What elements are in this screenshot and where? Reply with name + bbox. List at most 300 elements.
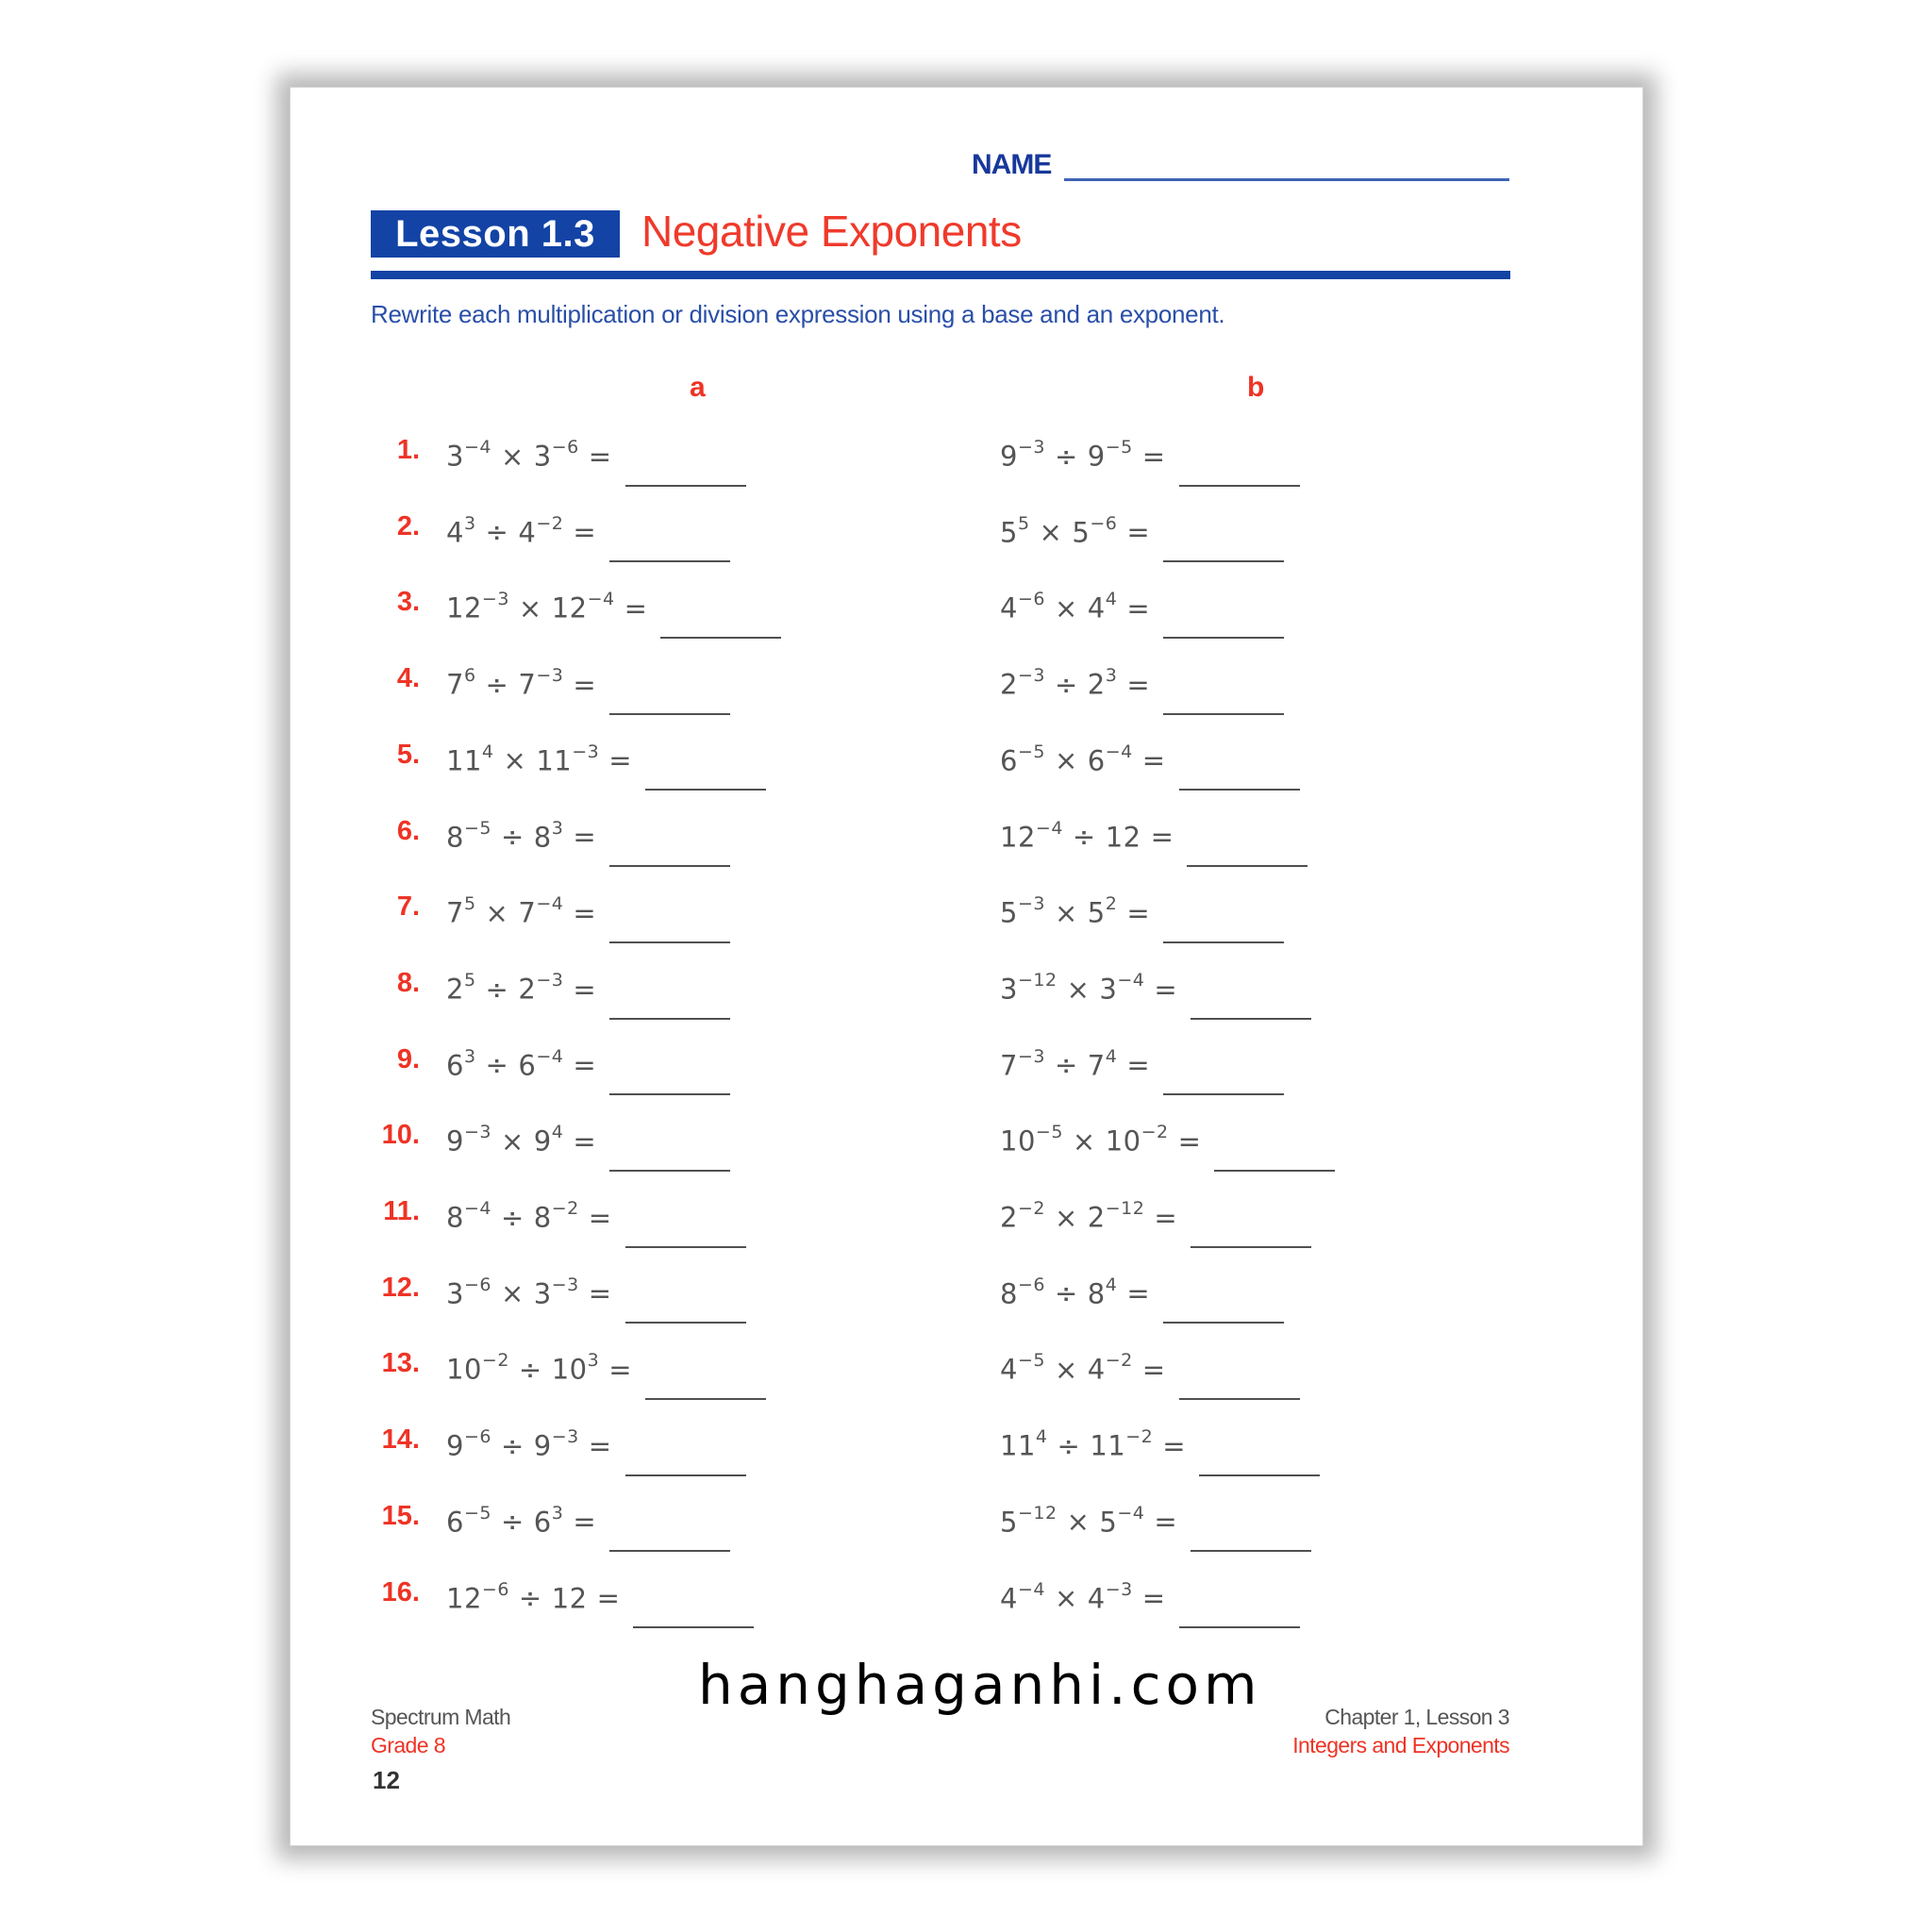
answer-blank[interactable] (1199, 1474, 1320, 1476)
operator: ÷ (500, 1201, 525, 1234)
operator: × (1039, 516, 1063, 549)
base-1: 5 (1000, 1506, 1018, 1539)
equals-sign: = (596, 1582, 621, 1615)
answer-blank[interactable] (609, 560, 730, 562)
equals-sign: = (1154, 973, 1178, 1006)
answer-blank[interactable] (1191, 1246, 1311, 1248)
exponent-2: 4 (1105, 1274, 1118, 1295)
operator: ÷ (485, 668, 509, 701)
expression (446, 659, 596, 704)
exponent-2: 3 (587, 1350, 600, 1372)
base-1: 12 (1000, 821, 1036, 854)
base-1: 7 (446, 896, 464, 929)
equals-sign: = (1126, 516, 1151, 549)
problem-7-a (396, 888, 730, 944)
expression (1000, 736, 1166, 780)
expression (1000, 1574, 1166, 1618)
problem-10-b (1000, 1116, 1335, 1173)
base-1: 9 (446, 1124, 464, 1158)
exponent-2: −3 (536, 665, 564, 687)
exponent-2: −4 (587, 589, 615, 610)
expression (1000, 1421, 1186, 1465)
problem-number: 11. (383, 1196, 420, 1226)
base-1: 12 (446, 1582, 482, 1615)
base-2: 4 (1087, 1582, 1106, 1615)
exponent-1: −5 (463, 817, 491, 839)
base-2: 7 (1087, 1049, 1106, 1082)
expression (446, 812, 596, 857)
problem-number: 8. (396, 967, 420, 998)
equals-sign: = (608, 1354, 633, 1387)
expression (1000, 812, 1174, 857)
operator: ÷ (500, 1506, 525, 1539)
problem-number: 12. (381, 1272, 420, 1303)
problem-2-b (1000, 508, 1284, 564)
problem-number: 6. (396, 815, 420, 846)
operator: × (1054, 592, 1078, 625)
operator: ÷ (1072, 821, 1096, 854)
problem-8-a (396, 964, 730, 1021)
base-2: 8 (533, 821, 552, 854)
exponent-1: −12 (1017, 1502, 1058, 1524)
answer-blank[interactable] (625, 485, 746, 487)
base-1: 4 (1000, 592, 1018, 625)
base-2: 9 (533, 1429, 552, 1462)
base-1: 8 (1000, 1277, 1018, 1310)
exponent-2: −3 (536, 969, 564, 991)
exponent-1: −6 (1017, 1274, 1045, 1295)
footer-right (1292, 1703, 1509, 1759)
exponent-1: −12 (1017, 969, 1058, 991)
base-1: 2 (1000, 668, 1018, 701)
base-2: 5 (1099, 1506, 1118, 1539)
exponent-1: 6 (463, 665, 476, 687)
base-1: 6 (1000, 744, 1018, 777)
exponent-1: −5 (1017, 741, 1045, 762)
exponent-1: −4 (463, 437, 491, 458)
equals-sign: = (1126, 668, 1151, 701)
expression (446, 1192, 612, 1237)
exponent-2: 2 (1105, 893, 1118, 915)
base-1: 4 (1000, 1582, 1018, 1615)
base-2: 4 (1087, 1354, 1106, 1387)
problem-number: 9. (396, 1043, 420, 1074)
operator: × (1054, 1354, 1078, 1387)
problem-16-b (1000, 1574, 1300, 1630)
exponent-2: −3 (551, 1426, 579, 1448)
answer-blank[interactable] (1179, 789, 1300, 791)
equals-sign: = (1141, 440, 1166, 473)
operator: × (1054, 1582, 1078, 1615)
base-2: 3 (533, 1277, 552, 1310)
base-1: 3 (1000, 973, 1018, 1006)
base-2: 5 (1087, 896, 1106, 929)
exponent-1: 5 (463, 969, 476, 991)
expression (1000, 1041, 1150, 1085)
base-1: 10 (446, 1354, 482, 1387)
problem-number: 3. (396, 587, 420, 618)
answer-blank[interactable] (1163, 560, 1284, 562)
answer-blank[interactable] (609, 713, 730, 715)
equals-sign: = (1141, 1582, 1166, 1615)
operator: × (503, 744, 527, 777)
answer-blank[interactable] (609, 1550, 730, 1552)
expression (446, 1497, 596, 1541)
base-1: 6 (446, 1506, 464, 1539)
equals-sign: = (1126, 592, 1151, 625)
column-header-b: b (1247, 372, 1265, 403)
problem-13-b (1000, 1344, 1300, 1401)
answer-blank[interactable] (1179, 485, 1300, 487)
exponent-2: −3 (572, 741, 600, 762)
expression (446, 964, 596, 1008)
answer-blank[interactable] (609, 865, 730, 867)
base-2: 12 (551, 1582, 588, 1615)
answer-blank[interactable] (1214, 1170, 1335, 1172)
base-1: 2 (446, 973, 464, 1006)
exponent-2: −2 (536, 512, 564, 534)
base-2: 6 (518, 1049, 537, 1082)
answer-blank[interactable] (1163, 1322, 1284, 1324)
exponent-2: −5 (1105, 437, 1133, 458)
problem-number: 2. (396, 510, 420, 541)
instructions: Rewrite each multiplication or division expression using a base and an exponent. (371, 300, 1225, 328)
expression (446, 1041, 596, 1085)
operator: ÷ (500, 821, 525, 854)
equals-sign: = (573, 896, 597, 929)
problem-15-a (381, 1497, 730, 1554)
exponent-1: −6 (481, 1578, 509, 1600)
base-2: 6 (1087, 744, 1106, 777)
operator: ÷ (500, 1429, 525, 1462)
operator: ÷ (485, 516, 509, 549)
expression (1000, 1269, 1150, 1313)
problem-number: 1. (396, 435, 420, 465)
header-rule (371, 271, 1510, 279)
problem-3-a (396, 583, 781, 640)
operator: × (1054, 744, 1078, 777)
exponent-2: −3 (551, 1274, 579, 1295)
base-1: 8 (446, 821, 464, 854)
base-2: 10 (551, 1354, 588, 1387)
lesson-badge: Lesson 1.3 (371, 210, 620, 258)
base-1: 6 (446, 1049, 464, 1082)
expression (446, 1269, 612, 1313)
problem-4-b (1000, 659, 1284, 716)
expression (1000, 508, 1150, 552)
equals-sign: = (573, 973, 597, 1006)
answer-blank[interactable] (625, 1322, 746, 1324)
base-2: 2 (1087, 668, 1106, 701)
expression (446, 1421, 612, 1465)
base-1: 9 (446, 1429, 464, 1462)
exponent-2: −2 (551, 1198, 579, 1219)
expression (1000, 659, 1150, 704)
exponent-1: −2 (481, 1350, 509, 1372)
expression (446, 583, 647, 627)
base-1: 2 (1000, 1201, 1018, 1234)
equals-sign: = (573, 821, 597, 854)
expression (1000, 1344, 1166, 1389)
base-2: 6 (533, 1506, 552, 1539)
exponent-1: −6 (1017, 589, 1045, 610)
operator: ÷ (1054, 440, 1078, 473)
base-2: 12 (1105, 821, 1141, 854)
footer-grade: Grade 8 (371, 1733, 445, 1757)
equals-sign: = (1154, 1201, 1178, 1234)
base-2: 2 (518, 973, 537, 1006)
base-1: 5 (1000, 896, 1018, 929)
name-label: NAME (972, 149, 1052, 180)
exponent-2: −3 (1105, 1578, 1133, 1600)
exponent-2: −6 (1090, 512, 1118, 534)
base-1: 3 (446, 440, 464, 473)
answer-blank[interactable] (660, 637, 781, 639)
base-1: 9 (1000, 440, 1018, 473)
exponent-1: −5 (463, 1502, 491, 1524)
equals-sign: = (1126, 1277, 1151, 1310)
expression (446, 888, 596, 932)
answer-blank[interactable] (1179, 1626, 1300, 1628)
equals-sign: = (1126, 1049, 1151, 1082)
problem-11-a (383, 1192, 746, 1249)
operator: ÷ (1054, 1049, 1078, 1082)
problem-13-a (381, 1344, 766, 1401)
exponent-2: −4 (536, 1045, 564, 1067)
problem-3-b (1000, 583, 1284, 640)
operator: ÷ (1057, 1429, 1081, 1462)
problem-12-b (1000, 1269, 1284, 1325)
base-2: 2 (1087, 1201, 1106, 1234)
expression (446, 508, 596, 552)
exponent-1: −3 (1017, 893, 1045, 915)
equals-sign: = (624, 592, 648, 625)
operator: ÷ (485, 1049, 509, 1082)
operator: × (1066, 1506, 1091, 1539)
exponent-2: 3 (551, 817, 564, 839)
base-2: 9 (1087, 440, 1106, 473)
base-2: 3 (533, 440, 552, 473)
footer-topic: Integers and Exponents (1292, 1733, 1509, 1757)
name-input-line[interactable] (1064, 178, 1509, 181)
problem-number: 14. (381, 1424, 420, 1456)
base-2: 12 (551, 592, 588, 625)
equals-sign: = (573, 516, 597, 549)
exponent-2: 3 (1105, 665, 1118, 687)
base-1: 4 (1000, 1354, 1018, 1387)
operator: × (500, 440, 525, 473)
exponent-2: −4 (1105, 741, 1133, 762)
equals-sign: = (1150, 821, 1174, 854)
exponent-2: 4 (551, 1122, 564, 1143)
operator: × (500, 1277, 525, 1310)
answer-blank[interactable] (609, 1170, 730, 1172)
exponent-2: −2 (1141, 1122, 1169, 1143)
equals-sign: = (573, 668, 597, 701)
exponent-2: 4 (1105, 589, 1118, 610)
problem-8-b (1000, 964, 1311, 1021)
base-1: 11 (1000, 1429, 1036, 1462)
operator: × (1066, 973, 1091, 1006)
equals-sign: = (588, 440, 612, 473)
exponent-1: 3 (463, 1045, 476, 1067)
operator: × (1072, 1124, 1096, 1158)
answer-blank[interactable] (1163, 713, 1284, 715)
problem-1-b (1000, 431, 1300, 488)
equals-sign: = (1126, 896, 1151, 929)
problem-7-b (1000, 888, 1284, 944)
base-1: 5 (1000, 516, 1018, 549)
problem-14-a (381, 1421, 746, 1477)
answer-blank[interactable] (1163, 941, 1284, 943)
equals-sign: = (573, 1124, 597, 1158)
problem-16-a (381, 1574, 754, 1630)
expression (446, 1574, 620, 1618)
operator: ÷ (1054, 668, 1078, 701)
equals-sign: = (588, 1201, 612, 1234)
exponent-2: −2 (1125, 1426, 1154, 1448)
exponent-1: 3 (463, 512, 476, 534)
expression (1000, 1116, 1201, 1160)
operator: ÷ (518, 1354, 542, 1387)
answer-blank[interactable] (645, 1398, 766, 1400)
exponent-2: −12 (1105, 1198, 1145, 1219)
answer-blank[interactable] (1191, 1018, 1311, 1020)
answer-blank[interactable] (1163, 637, 1284, 639)
expression (1000, 888, 1150, 932)
base-2: 3 (1099, 973, 1118, 1006)
base-1: 7 (446, 668, 464, 701)
operator: ÷ (485, 973, 509, 1006)
expression (1000, 964, 1177, 1008)
base-2: 4 (1087, 592, 1106, 625)
base-2: 4 (518, 516, 537, 549)
equals-sign: = (573, 1506, 597, 1539)
answer-blank[interactable] (625, 1246, 746, 1248)
problem-14-b (1000, 1421, 1320, 1477)
problem-4-a (396, 659, 730, 716)
exponent-1: −4 (1017, 1578, 1045, 1600)
answer-blank[interactable] (1179, 1398, 1300, 1400)
operator: × (1054, 896, 1078, 929)
exponent-1: −6 (463, 1426, 491, 1448)
problem-1-a (396, 431, 746, 488)
operator: × (485, 896, 509, 929)
expression (1000, 1192, 1177, 1237)
equals-sign: = (1154, 1506, 1178, 1539)
operator: × (1054, 1201, 1078, 1234)
problem-2-a (396, 508, 730, 564)
problem-10-a (381, 1116, 730, 1173)
equals-sign: = (588, 1277, 612, 1310)
base-2: 11 (1090, 1429, 1126, 1462)
expression (1000, 583, 1150, 627)
exponent-2: −4 (536, 893, 564, 915)
base-1: 8 (446, 1201, 464, 1234)
answer-blank[interactable] (609, 1018, 730, 1020)
base-1: 11 (446, 744, 482, 777)
equals-sign: = (573, 1049, 597, 1082)
exponent-2: −4 (1117, 969, 1145, 991)
footer-left (371, 1703, 510, 1759)
equals-sign: = (608, 744, 633, 777)
exponent-1: −2 (1017, 1198, 1045, 1219)
exponent-1: −4 (463, 1198, 491, 1219)
expression (446, 431, 612, 475)
exponent-1: 5 (1017, 512, 1030, 534)
watermark: hanghaganhi.com (698, 1653, 1262, 1717)
problem-9-a (396, 1041, 730, 1097)
exponent-1: −5 (1035, 1122, 1063, 1143)
exponent-2: −6 (551, 437, 579, 458)
answer-blank[interactable] (1187, 865, 1307, 867)
operator: ÷ (518, 1582, 542, 1615)
exponent-1: 4 (1035, 1426, 1048, 1448)
equals-sign: = (1141, 744, 1166, 777)
exponent-1: −6 (463, 1274, 491, 1295)
problem-6-a (396, 812, 730, 869)
base-2: 7 (518, 896, 537, 929)
operator: × (500, 1124, 525, 1158)
answer-blank[interactable] (609, 941, 730, 943)
problem-6-b (1000, 812, 1307, 869)
expression (446, 1116, 596, 1160)
answer-blank[interactable] (625, 1474, 746, 1476)
problem-5-a (396, 736, 766, 792)
problem-number: 7. (396, 891, 420, 923)
expression (446, 1344, 632, 1389)
equals-sign: = (1141, 1354, 1166, 1387)
problem-number: 15. (381, 1500, 420, 1531)
problem-number: 16. (381, 1576, 420, 1607)
equals-sign: = (588, 1429, 612, 1462)
problem-15-b (1000, 1497, 1311, 1554)
answer-blank[interactable] (645, 789, 766, 791)
answer-blank[interactable] (1163, 1093, 1284, 1095)
lesson-title: Negative Exponents (641, 207, 1022, 256)
exponent-1: −3 (481, 589, 509, 610)
exponent-1: −3 (1017, 665, 1045, 687)
base-2: 8 (1087, 1277, 1106, 1310)
base-2: 11 (536, 744, 573, 777)
base-2: 8 (533, 1201, 552, 1234)
base-1: 4 (446, 516, 464, 549)
equals-sign: = (1177, 1124, 1202, 1158)
base-1: 10 (1000, 1124, 1036, 1158)
exponent-2: −2 (1105, 1350, 1133, 1372)
problem-number: 13. (381, 1348, 420, 1379)
answer-blank[interactable] (633, 1626, 754, 1628)
base-1: 12 (446, 592, 482, 625)
base-2: 10 (1105, 1124, 1141, 1158)
exponent-1: −3 (1017, 437, 1045, 458)
base-2: 5 (1072, 516, 1091, 549)
exponent-2: −4 (1117, 1502, 1145, 1524)
problem-number: 5. (396, 739, 420, 770)
exponent-2: 3 (551, 1502, 564, 1524)
answer-blank[interactable] (609, 1093, 730, 1095)
problem-12-a (381, 1269, 746, 1325)
operator: ÷ (1054, 1277, 1078, 1310)
answer-blank[interactable] (1191, 1550, 1311, 1552)
expression (446, 736, 632, 780)
exponent-1: 4 (481, 741, 494, 762)
expression (1000, 1497, 1177, 1541)
exponent-1: −3 (463, 1122, 491, 1143)
exponent-2: 4 (1105, 1045, 1118, 1067)
footer-chapter: Chapter 1, Lesson 3 (1324, 1705, 1509, 1729)
exponent-1: 5 (463, 893, 476, 915)
